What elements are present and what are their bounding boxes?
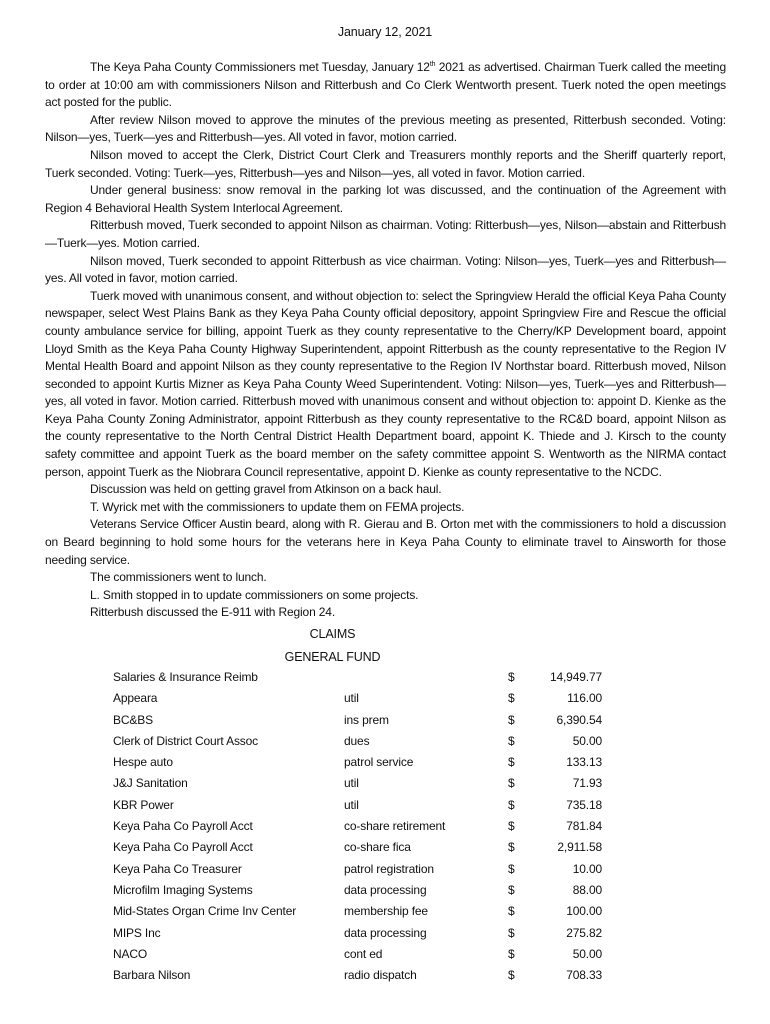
paragraph: The Keya Paha County Commissioners met Tuesday, January 12th 2021 as advertised. Chairman Tuerk called the meeting to order at 10:00 am with commissioners Nilson and Ritterbush and Co Clerk Wentworth present. Tuerk noted the open meetings act posted for the public. (45, 60, 726, 110)
claim-row (0, 733, 770, 754)
claim-currency: $ (508, 819, 515, 834)
claim-amount: 133.13 (566, 755, 602, 770)
claim-payee: BC&BS (113, 712, 153, 727)
claim-row (0, 775, 770, 796)
paragraph: Nilson moved to accept the Clerk, District Court Clerk and Treasurers monthly reports and the Sheriff quarterly report, Tuerk seconded. Voting: Tuerk—yes, Ritterbush—yes and Nilson—yes, all voted in favor. Motion carried. (45, 147, 726, 180)
claims-heading: CLAIMS (309, 627, 356, 641)
ordinal-suffix: th (429, 61, 436, 68)
claim-description: co-share retirement (344, 819, 446, 834)
claim-payee: Hespe auto (113, 755, 173, 770)
paragraph: Ritterbush discussed the E-911 with Region 24. (90, 605, 336, 620)
claim-description: patrol service (344, 755, 414, 770)
claim-row (0, 797, 770, 818)
claim-payee: Keya Paha Co Payroll Acct (113, 840, 253, 855)
claim-amount: 14,949.77 (549, 670, 602, 684)
claim-payee: Mid-States Organ Crime Inv Center (113, 904, 297, 919)
claim-row (0, 925, 770, 946)
claim-amount: 116.00 (567, 691, 602, 706)
claim-amount: 735.18 (566, 797, 602, 812)
claim-payee: Appeara (113, 691, 158, 706)
paragraph: After review Nilson moved to approve the minutes of the previous meeting as presented, Ritterbush seconded. Voting: Nilson—yes, Tuerk—yes and Ritterbush—yes. All voted in favor, motion carried. (45, 112, 726, 145)
claim-currency: $ (508, 925, 515, 940)
claim-row (0, 903, 770, 924)
claim-amount: 100.00 (566, 904, 602, 919)
paragraph: Tuerk moved with unanimous consent, and without objection to: select the Springview Herald the official Keya Paha County newspaper, select West Plains Bank as they Keya Paha County official depository, appoint Springview Fire and Rescue the official county ambulance service for billing, appoint Tuerk as they county representative to the Cherry/KP Development board, appoint Lloyd Smith as the Keya Paha County Highway Superintendent, appoint Ritterbush as the county representative to the Region IV Mental Health Board and appoint Nilson as they county representative to the Region IV Northstar board. Ritterbush moved, Nilson seconded to appoint Kurtis Mizner as Keya Paha County Weed Superintendent. Voting: Nilson—yes, Tuerk—yes and Ritterbush—yes, all voted in favor. Motion carried. Ritterbush moved with unanimous consent and without objection to: appoint D. Kienke as the Keya Paha County Zoning Administrator, appoint Ritterbush as they county representative to the RC&D board, appoint Nilson as the county representative to the North Central District Health Department board, appoint K. Thiede and J. Kirsch to the county safety committee and appoint Tuerk as the board member on the safety committee appoint S. Wentworth as the NIRMA contact person, appoint Tuerk as the Niobrara Council representative, appoint D. Kienke as county representative to the NCDC. (45, 288, 726, 479)
claim-amount: 50.00 (572, 733, 602, 748)
claim-payee: MIPS Inc (113, 925, 161, 940)
claim-currency: $ (508, 904, 515, 919)
claim-currency: $ (508, 712, 515, 727)
paragraph: Veterans Service Officer Austin beard, along with R. Gierau and B. Orton met with the commissioners to hold a discussion on Beard beginning to hold some hours for the veterans here in Keya Paha County to eliminate travel to Ainsworth for those needing service. (45, 517, 726, 567)
claim-amount: 708.33 (566, 968, 602, 983)
claim-row (0, 861, 770, 882)
claim-amount: 2,911.58 (557, 840, 602, 855)
claim-amount: 71.93 (572, 776, 602, 791)
claim-row (0, 967, 770, 988)
claim-payee: NACO (113, 946, 148, 961)
claim-description: radio dispatch (344, 968, 417, 983)
fund-heading: GENERAL FUND (284, 650, 381, 664)
claim-payee: Keya Paha Co Payroll Acct (113, 819, 253, 834)
paragraph: Discussion was held on getting gravel from Atkinson on a back haul. (90, 482, 442, 497)
claim-payee: Salaries & Insurance Reimb (113, 670, 258, 684)
claim-currency: $ (508, 691, 515, 706)
claim-row (0, 754, 770, 775)
claim-description: util (344, 691, 359, 706)
claim-currency: $ (508, 776, 515, 791)
claim-payee: Microfilm Imaging Systems (113, 882, 253, 897)
claim-payee: KBR Power (113, 797, 174, 812)
paragraph: The commissioners went to lunch. (90, 570, 267, 585)
claim-row (0, 882, 770, 903)
claim-currency: $ (508, 882, 515, 897)
claim-currency: $ (508, 968, 515, 983)
claim-row (0, 946, 770, 967)
claim-description: cont ed (344, 946, 383, 961)
claim-currency: $ (508, 840, 515, 855)
claim-row (0, 669, 770, 690)
claim-currency: $ (508, 755, 515, 770)
claim-payee: Barbara Nilson (113, 968, 191, 983)
claim-row (0, 839, 770, 860)
claim-description: data processing (344, 882, 427, 897)
paragraph: Under general business: snow removal in the parking lot was discussed, and the continuation of the Agreement with Region 4 Behavioral Health System Interlocal Agreement. (45, 183, 726, 215)
claim-payee: Clerk of District Court Assoc (113, 733, 259, 748)
paragraph: L. Smith stopped in to update commissioners on some projects. (90, 587, 419, 602)
claim-amount: 88.00 (572, 882, 602, 897)
claim-description: dues (344, 733, 370, 748)
claim-amount: 781.84 (566, 819, 602, 834)
claim-description: ins prem (344, 712, 389, 727)
claim-amount: 6,390.54 (556, 712, 602, 727)
claim-row (0, 690, 770, 711)
document-date: January 12, 2021 (337, 25, 433, 39)
claim-payee: Keya Paha Co Treasurer (113, 861, 242, 876)
paragraph: Nilson moved, Tuerk seconded to appoint Ritterbush as vice chairman. Voting: Nilson—yes, Tuerk—yes and Ritterbush—yes. All voted in favor, motion carried. (45, 253, 726, 286)
paragraph: T. Wyrick met with the commissioners to update them on FEMA projects. (90, 499, 465, 514)
claim-amount: 50.00 (572, 946, 602, 961)
claim-currency: $ (508, 861, 515, 876)
claim-description: membership fee (344, 904, 428, 919)
claim-description: data processing (344, 925, 427, 940)
claims-table (0, 669, 770, 988)
claim-amount: 10.00 (572, 861, 602, 876)
claim-row (0, 818, 770, 839)
claim-payee: J&J Sanitation (113, 776, 188, 791)
claim-description: patrol registration (344, 861, 434, 876)
claim-description: util (344, 797, 359, 812)
claim-currency: $ (508, 733, 515, 748)
minutes-body (45, 59, 726, 622)
claim-description: co-share fica (344, 840, 411, 855)
claim-description: util (344, 776, 359, 791)
paragraph: Ritterbush moved, Tuerk seconded to appoint Nilson as chairman. Voting: Ritterbush—yes, Nilson—abstain and Ritterbush—Tuerk—yes. Motion carried. (45, 218, 726, 250)
claim-row (0, 712, 770, 733)
claim-currency: $ (508, 946, 515, 961)
claim-currency: $ (508, 797, 515, 812)
claim-amount: 275.82 (566, 925, 602, 940)
claim-currency: $ (508, 670, 515, 684)
